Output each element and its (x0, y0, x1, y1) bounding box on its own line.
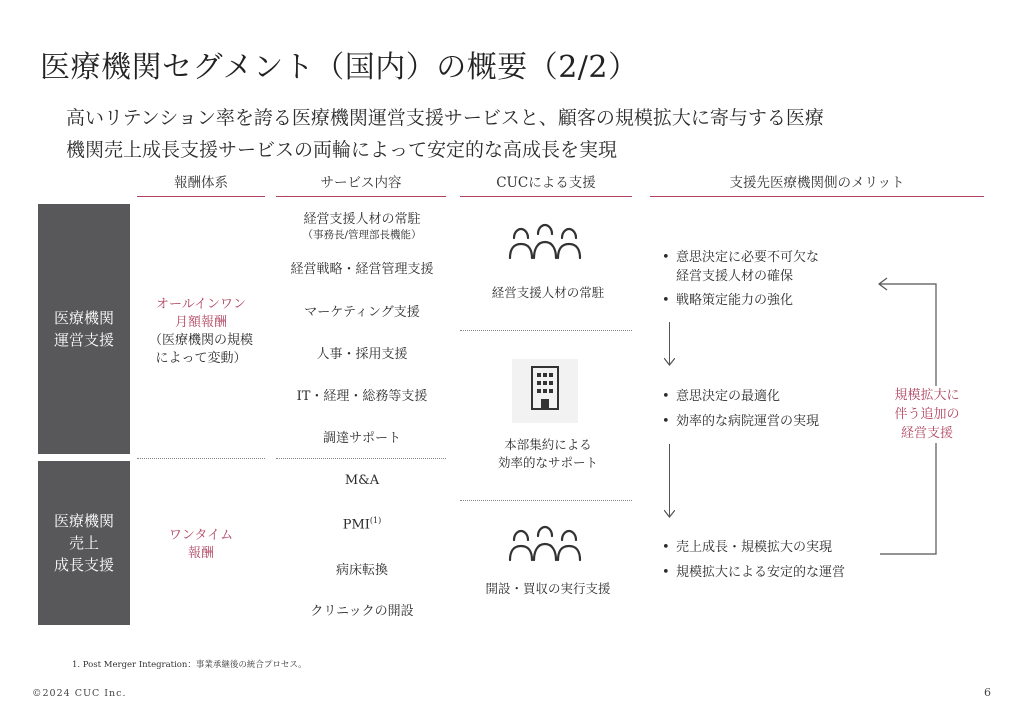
service-item-hr: 人事・採用支援 (316, 347, 408, 362)
arrow-down-2 (669, 444, 670, 516)
arrow-down-2-head-icon (664, 510, 675, 518)
subtitle-line-2: 機関売上成長支援サービスの両輪によって安定的な高成長を実現 (66, 139, 618, 161)
column-header-merit: 支援先医療機関側のメリット (729, 175, 905, 191)
column-header-fee: 報酬体系 (174, 175, 228, 191)
cuc-support-execution: 開設・買収の実行支援 (485, 581, 611, 596)
service-item-resident-staff-label: 経営支援人材の常駐 (303, 212, 421, 227)
column-header-merit-rule (650, 196, 984, 197)
merit-item-efficient-operation (662, 412, 819, 431)
row-header-operations-line-2: 運営支援 (53, 331, 114, 349)
service-item-bed-conversion: 病床転換 (335, 563, 388, 578)
arrow-down-1-head-icon (664, 358, 675, 366)
subtitle (66, 102, 824, 166)
merit-item-staff-secured-line-2: 経営支援人材の確保 (676, 269, 794, 284)
building-icon (512, 364, 578, 412)
merit-item-strategy (662, 291, 793, 310)
people-icon (500, 220, 590, 262)
bullet-icon: • (662, 414, 670, 429)
merit-item-efficient-operation-label: 効率的な病院運営の実現 (676, 414, 820, 429)
column-header-service-rule (276, 196, 446, 197)
service-item-pmi-footnote-ref: (1) (369, 516, 382, 525)
service-item-resident-staff (272, 208, 452, 242)
service-item-ma: M&A (344, 473, 380, 488)
people-icon-2 (500, 522, 590, 564)
bullet-icon: • (662, 540, 670, 555)
cuc-support-centralized (458, 436, 638, 472)
cuc-support-resident-staff: 経営支援人材の常駐 (491, 285, 605, 300)
subtitle-line-1: 高いリテンション率を誇る医療機関運営支援サービスと、顧客の規模拡大に寄与する医療 (66, 107, 824, 129)
service-item-clinic-opening: クリニックの開設 (310, 604, 414, 619)
service-item-strategy: 経営戦略・経営管理支援 (290, 262, 434, 277)
column-header-cuc-rule (460, 196, 632, 197)
row-divider-fee (137, 458, 265, 459)
merit-item-strategy-label: 戦略策定能力の強化 (676, 293, 794, 308)
service-item-resident-staff-note: （事務長/管理部長機能） (302, 229, 422, 241)
feedback-loop-label-line-3: 経営支援 (900, 426, 953, 441)
merit-item-staff-secured (662, 248, 819, 286)
fee-growth-line-2: 報酬 (187, 546, 214, 561)
row-header-operations-line-1: 医療機関 (53, 309, 114, 327)
merit-item-decision-optimized-label: 意思決定の最適化 (676, 389, 781, 404)
row-header-growth-line-1: 医療機関 (53, 512, 114, 530)
service-item-marketing: マーケティング支援 (304, 305, 420, 320)
merit-item-stable-operation-label: 規模拡大による安定的な運営 (676, 565, 846, 580)
fee-growth (131, 527, 271, 563)
bullet-icon: • (662, 293, 670, 308)
service-item-procurement: 調達サポート (322, 431, 401, 446)
merit-item-stable-operation (662, 563, 845, 582)
bullet-icon: • (662, 565, 670, 580)
fee-operations-line-1: オールインワン (155, 297, 247, 312)
fee-operations-line-2: 月額報酬 (174, 315, 227, 330)
merit-item-decision-optimized (662, 387, 780, 406)
merit-item-growth-label: 売上成長・規模拡大の実現 (676, 540, 833, 555)
column-header-service: サービス内容 (320, 175, 402, 191)
row-header-growth-line-2: 売上 (68, 534, 99, 552)
merit-item-staff-secured-line-1: 意思決定に必要不可欠な (676, 250, 820, 265)
bullet-icon: • (662, 389, 670, 404)
cuc-divider-1 (460, 330, 632, 331)
cuc-support-centralized-line-1: 本部集約による (504, 437, 592, 452)
feedback-loop-label (888, 386, 966, 443)
service-item-pmi (272, 516, 452, 532)
row-header-growth-support (38, 461, 130, 625)
feedback-loop-label-line-2: 伴う追加の (894, 407, 960, 422)
row-header-growth-line-3: 成長支援 (53, 556, 114, 574)
column-header-fee-rule (137, 196, 265, 197)
page-number: 6 (984, 686, 991, 699)
cuc-divider-2 (460, 500, 632, 501)
service-item-pmi-label: PMI (342, 517, 370, 533)
page-title: 医療機関セグメント（国内）の概要（2/2） (40, 50, 639, 85)
fee-operations (131, 296, 271, 368)
copyright: ©2024 CUC Inc. (32, 688, 127, 699)
bullet-icon: • (662, 250, 670, 265)
row-header-operations-support (38, 204, 130, 454)
fee-operations-line-3: （医療機関の規模 (148, 333, 253, 348)
column-header-cuc: CUCによる支援 (496, 175, 596, 191)
service-item-it-accounting: IT・経理・総務等支援 (296, 389, 428, 404)
cuc-support-centralized-line-2: 効率的なサポート (497, 455, 598, 470)
footnote: 1. Post Merger Integration：事業承継後の統合プロセス。 (72, 660, 307, 670)
merit-item-growth (662, 538, 832, 557)
fee-operations-line-4: によって変動） (155, 351, 247, 366)
feedback-loop-label-line-1: 規模拡大に (894, 388, 960, 403)
fee-growth-line-1: ワンタイム (168, 528, 234, 543)
row-divider-service (276, 458, 446, 459)
